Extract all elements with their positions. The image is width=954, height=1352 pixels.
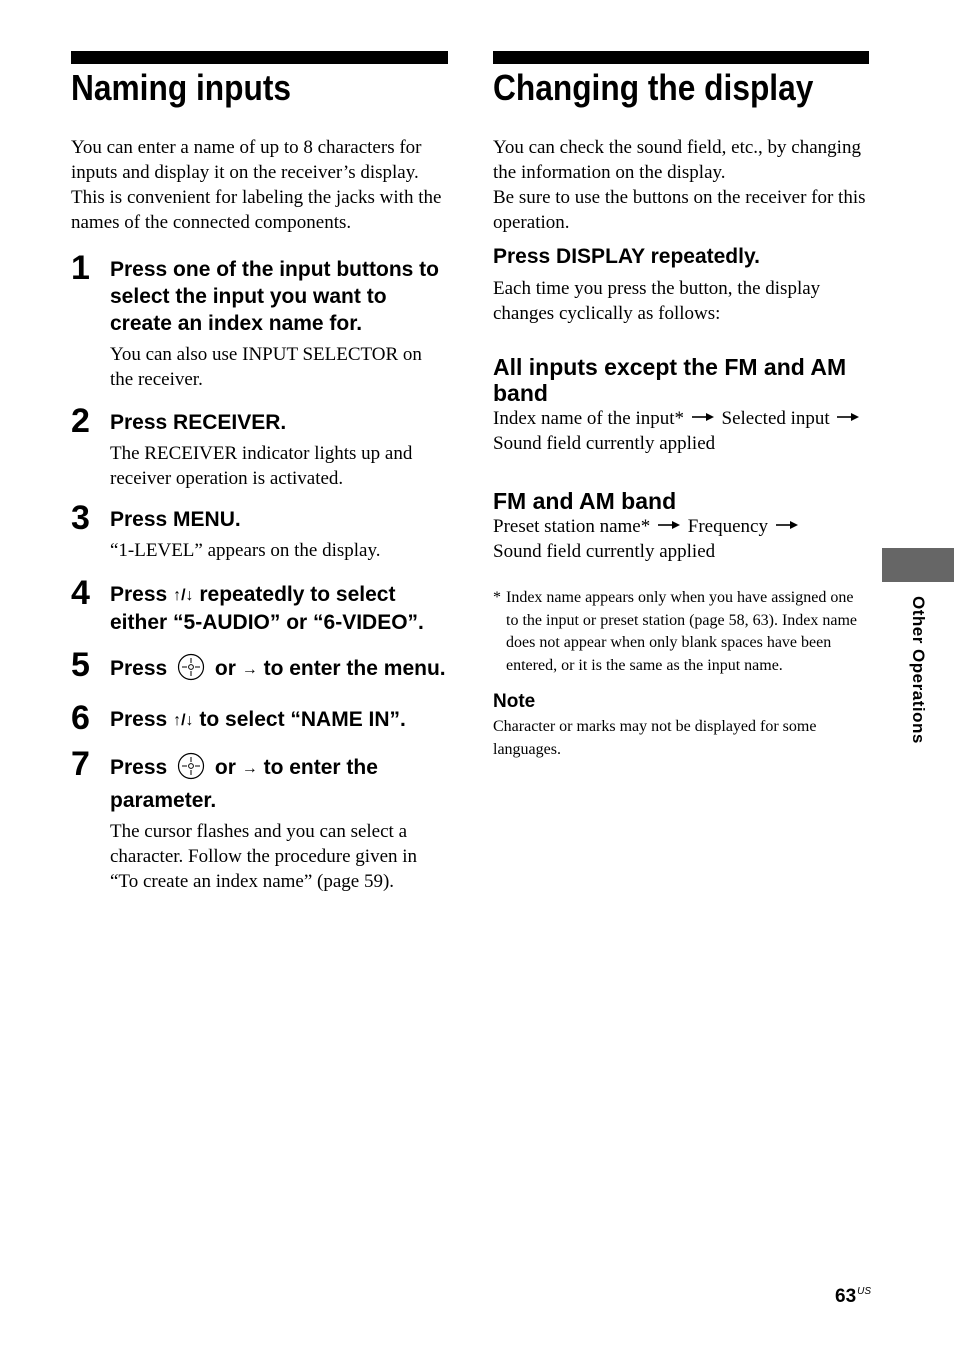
step-heading: [110, 581, 448, 636]
step-number: 6: [71, 699, 90, 737]
changing-display-section: [493, 51, 869, 761]
section-rule: [493, 51, 869, 64]
up-down-arrow-icon: ↑/↓: [173, 587, 194, 604]
step-7: [71, 745, 448, 894]
step-description: “1-LEVEL” appears on the display.: [110, 540, 381, 561]
step-number: 3: [71, 499, 90, 537]
step-text: or: [214, 657, 236, 680]
page-number-value: 63: [835, 1286, 857, 1307]
footnote-mark: *: [493, 589, 501, 606]
chapter-label: Other Operations: [909, 596, 928, 744]
note-text: Character or marks may not be displayed for some languages.: [493, 718, 817, 758]
up-down-arrow-icon: ↑/↓: [173, 712, 194, 729]
section-title: Naming inputs: [71, 67, 291, 108]
note-title: Note: [493, 691, 536, 712]
intro-paragraph: You can enter a name of up to 8 characters for inputs and display it on the receiver’s display. This is convenient for labeling the jacks with the names of the connected components.: [71, 137, 442, 233]
step-heading: [110, 653, 448, 688]
step-heading: Press RECEIVER.: [110, 411, 287, 434]
footnote: [493, 587, 869, 677]
page-number-suffix: US: [857, 1286, 872, 1297]
display-cycle-fm-am: [493, 514, 869, 564]
right-arrow-icon: [658, 521, 680, 529]
step-number: 5: [71, 646, 90, 684]
press-display-description: Each time you press the button, the display changes cyclically as follows:: [493, 278, 821, 324]
right-arrow-icon: [837, 413, 859, 421]
step-heading: [110, 706, 448, 734]
step-text: Press: [110, 756, 168, 779]
step-text: to select “NAME IN”.: [199, 708, 406, 731]
intro-paragraph: Be sure to use the buttons on the receiver for this operation.: [493, 187, 866, 233]
cycle-step: Frequency: [687, 516, 768, 537]
step-text: Press: [110, 657, 168, 680]
section-rule: [71, 51, 448, 64]
step-number: 4: [71, 574, 90, 612]
enter-button-icon: [177, 653, 205, 688]
step-6: [71, 699, 448, 737]
step-text: repeatedly to select either “5-AUDIO” or “6-VIDEO”.: [110, 583, 424, 634]
step-description: The cursor flashes and you can select a character. Follow the procedure given in “To create an index name” (page 59).: [110, 821, 418, 892]
step-text: to enter the parameter.: [110, 756, 378, 812]
step-text: or: [214, 756, 236, 779]
step-heading: [110, 752, 448, 814]
step-3: [71, 499, 448, 563]
right-arrow-icon: [776, 521, 798, 529]
step-5: [71, 646, 448, 688]
step-1: [71, 249, 448, 392]
right-arrow-icon: →: [241, 661, 258, 678]
naming-inputs-section: [71, 51, 448, 894]
cycle-step: Sound field currently applied: [493, 433, 716, 454]
step-2: [71, 402, 448, 491]
step-text: Press: [110, 708, 168, 731]
footnote-text: Index name appears only when you have assigned one to the input or preset station (page 58, 63). Index name does not appear when only blank spaces have been entered, or it is the same as the input name.: [506, 589, 858, 674]
step-heading: Press MENU.: [110, 508, 241, 531]
right-arrow-icon: [692, 413, 714, 421]
enter-button-icon: [177, 752, 205, 787]
step-heading: Press one of the input buttons to select the input you want to create an index name for.: [110, 258, 439, 335]
press-display-heading: Press DISPLAY repeatedly.: [493, 245, 760, 268]
step-number: 1: [71, 249, 90, 287]
cycle-step: Preset station name*: [493, 516, 651, 537]
step-text: to enter the menu.: [263, 657, 446, 680]
section-title: Changing the display: [493, 67, 814, 108]
page-number: [835, 1281, 871, 1308]
step-text: Press: [110, 583, 168, 606]
fm-am-heading: FM and AM band: [493, 488, 677, 514]
cycle-step: Selected input: [721, 408, 830, 429]
intro-paragraph: You can check the sound field, etc., by changing the information on the display.: [493, 137, 861, 183]
chapter-tab: [882, 548, 954, 582]
step-4: [71, 574, 448, 636]
cycle-step: Index name of the input*: [493, 408, 685, 429]
all-inputs-heading: All inputs except the FM and AM band: [493, 354, 847, 406]
cycle-step: Sound field currently applied: [493, 541, 716, 562]
step-description: You can also use INPUT SELECTOR on the receiver.: [110, 344, 422, 390]
right-arrow-icon: →: [241, 760, 258, 777]
step-number: 7: [71, 745, 90, 783]
step-description: The RECEIVER indicator lights up and receiver operation is activated.: [110, 443, 413, 489]
display-cycle-inputs: [493, 406, 869, 456]
step-number: 2: [71, 402, 90, 440]
